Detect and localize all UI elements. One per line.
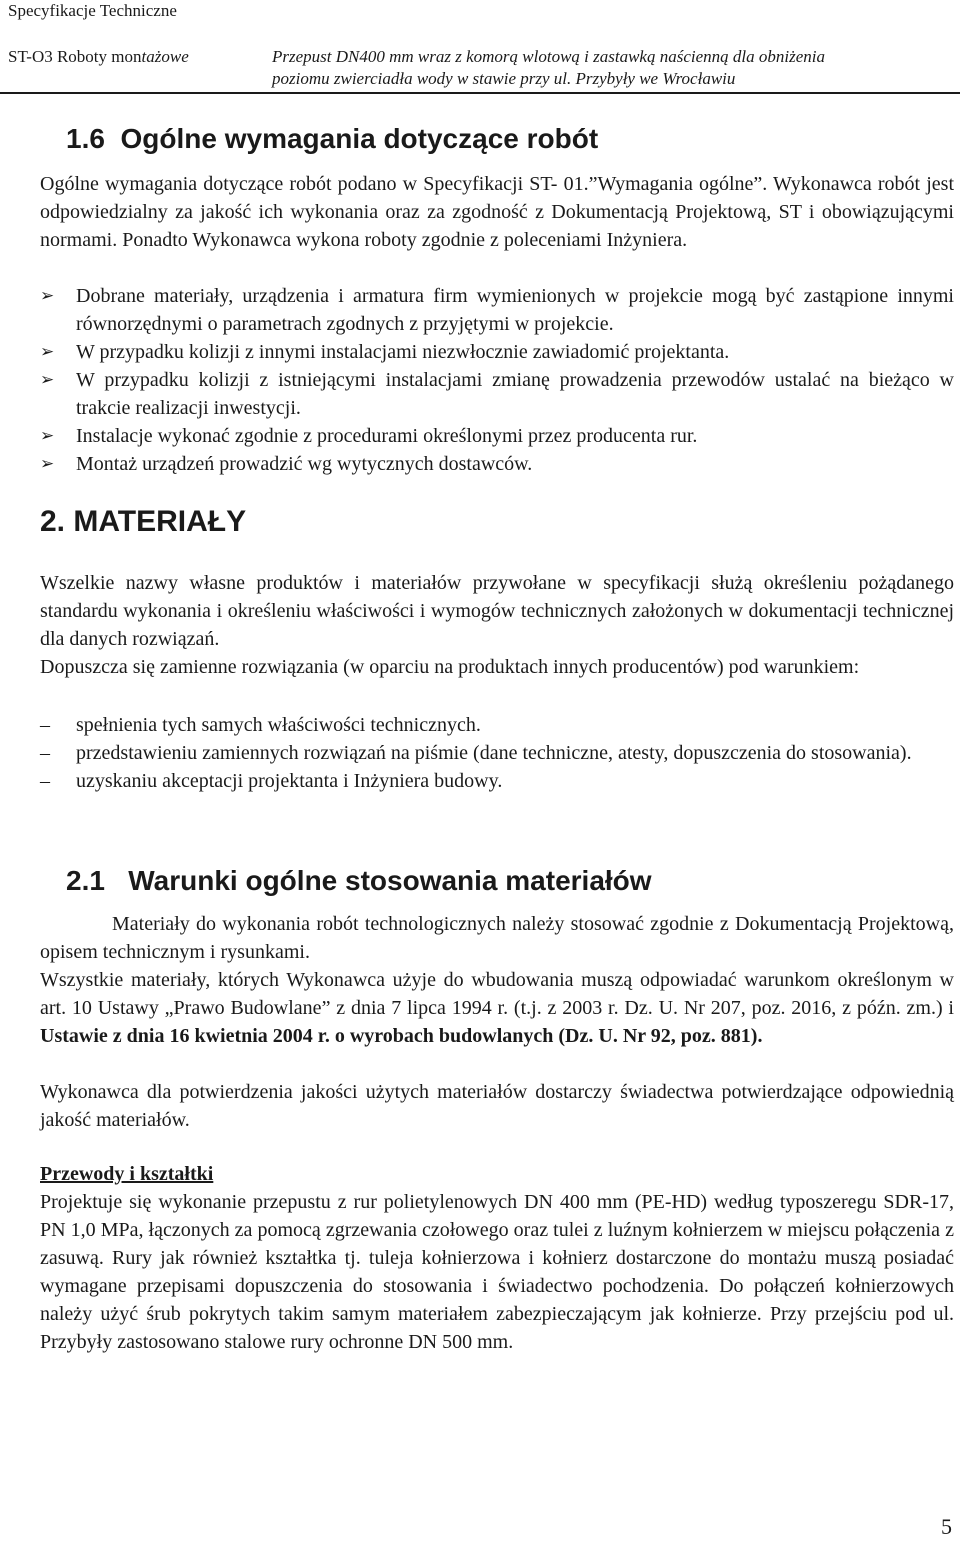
- section-2-1-paragraph-1: Materiały do wykonania robót technologicznych należy stosować zgodnie z Dokumentacją Projektową, opisem technicznym i rysunkami.: [40, 913, 954, 963]
- section-number: 1.6: [66, 123, 105, 154]
- list-item: ➢ W przypadku kolizji z innymi instalacjami niezwłocznie zawiadomić projektanta.: [40, 338, 954, 366]
- requirements-list: [40, 282, 954, 478]
- dash-bullet-icon: –: [40, 770, 50, 792]
- arrow-bullet-icon: ➢: [40, 426, 55, 446]
- spec-code: [8, 46, 189, 68]
- page-number: 5: [941, 1514, 952, 1539]
- header-divider: [0, 92, 960, 94]
- section-2-paragraph-2: Dopuszcza się zamienne rozwiązania (w oparciu na produktach innych producentów) pod warunkiem:: [40, 656, 860, 678]
- arrow-bullet-icon: ➢: [40, 286, 55, 306]
- section-title: Warunki ogólne stosowania materiałów: [128, 865, 652, 896]
- section-number: 2.: [40, 505, 66, 538]
- section-heading-2: [40, 504, 246, 540]
- dash-bullet-icon: –: [40, 714, 50, 736]
- section-1-6-paragraph: Ogólne wymagania dotyczące robót podano w Specyfikacji ST- 01.”Wymagania ogólne”. Wykonawca robót jest odpowiedzialny za jakość ich wykonania oraz za zgodność z Dokumentacją Projektową, ST i obowiązującymi normami. Ponadto Wykonawca wykona roboty zgodnie z poleceniami Inżyniera.: [40, 173, 954, 251]
- section-title: Ogólne wymagania dotyczące robót: [120, 123, 599, 154]
- project-title-line1: Przepust DN400 mm wraz z komorą wlotową i zastawką naścienną dla obniżenia: [272, 47, 825, 66]
- section-2-1-paragraph-3: Wykonawca dla potwierdzenia jakości użytych materiałów dostarczy świadectwa potwierdzające odpowiednią jakość materiałów.: [40, 1081, 954, 1131]
- conditions-list: [40, 711, 954, 795]
- list-item: ➢ Instalacje wykonać zgodnie z procedurami określonymi przez producenta rur.: [40, 422, 954, 450]
- arrow-bullet-icon: ➢: [40, 370, 55, 390]
- spec-code-suffix: tażowe: [141, 47, 189, 66]
- list-item: – uzyskaniu akceptacji projektanta i Inżyniera budowy.: [40, 767, 954, 795]
- section-title: MATERIAŁY: [73, 505, 247, 538]
- pipes-paragraph: Projektuje się wykonanie przepustu z rur polietylenowych DN 400 mm (PE-HD) według typoszeregu SDR-17, PN 1,0 MPa, łączonych za pomocą zgrzewania czołowego oraz tulei z luźnym kołnierzem w miejscu połączenia z zasuwą. Rury jak również kształtka tj. tuleja kołnierzowa i kołnierz dostarczone do montażu muszą posiadać wymagane przepisami dopuszczenia do stosowania i świadectwo pochodzenia. Do połączeń kołnierzowych należy użyć śrub pokrytych takim samym materiałem zabezpieczającym jak kołnierze. Przy przejściu pod ul. Przybyły zastosowano stalowe rury ochronne DN 500 mm.: [40, 1191, 954, 1353]
- law-reference: Ustawie z dnia 16 kwietnia 2004 r. o wyrobach budowlanych (Dz. U. Nr 92, poz. 881).: [40, 1025, 763, 1047]
- section-number: 2.1: [66, 865, 105, 896]
- section-heading-1-6: [66, 122, 598, 156]
- running-header: [8, 46, 960, 90]
- list-item: ➢ W przypadku kolizji z istniejącymi instalacjami zmianę prowadzenia przewodów ustalać na bieżąco w trakcie realizacji inwestycji.: [40, 366, 954, 422]
- arrow-bullet-icon: ➢: [40, 454, 55, 474]
- list-item: ➢ Dobrane materiały, urządzenia i armatura firm wymienionych w projekcie mogą być zastąpione innymi równorzędnymi o parametrach zgodnych z przyjętymi w projekcie.: [40, 282, 954, 338]
- section-2-paragraph-1: Wszelkie nazwy własne produktów i materiałów przywołane w specyfikacji służą określeniu pożądanego standardu wykonania i określeniu właściwości i wymogów technicznych założonych w dokumentacji technicznej dla danych rozwiązań.: [40, 572, 954, 650]
- spec-code-prefix: ST-O3 Roboty mon: [8, 47, 142, 66]
- section-heading-2-1: [66, 864, 652, 898]
- project-title-line2: poziomu zwierciadła wody w stawie przy ul. Przybyły we Wrocławiu: [272, 69, 736, 88]
- list-item: ➢ Montaż urządzeń prowadzić wg wytycznych dostawców.: [40, 450, 954, 478]
- list-item: – przedstawieniu zamiennych rozwiązań na piśmie (dane techniczne, atesty, dopuszczenia do stosowania).: [40, 739, 954, 767]
- document-series-title: Specyfikacje Techniczne: [8, 1, 177, 20]
- arrow-bullet-icon: ➢: [40, 342, 55, 362]
- project-title: [272, 46, 825, 90]
- list-item: – spełnienia tych samych właściwości technicznych.: [40, 711, 954, 739]
- pipes-heading: Przewody i kształtki: [40, 1163, 214, 1185]
- section-2-1-paragraph-2: Wszystkie materiały, których Wykonawca użyje do wbudowania muszą odpowiadać warunkom określonym w art. 10 Ustawy „Prawo Budowlane” z dnia 7 lipca 1994 r. (t.j. z 2003 r. Dz. U. Nr 207, poz. 2016, z późn. zm.) i Ustawie z dnia 16 kwietnia 2004 r. o wyrobach budowlanych (Dz. U. Nr 92, poz. 881).: [40, 969, 954, 1047]
- dash-bullet-icon: –: [40, 742, 50, 764]
